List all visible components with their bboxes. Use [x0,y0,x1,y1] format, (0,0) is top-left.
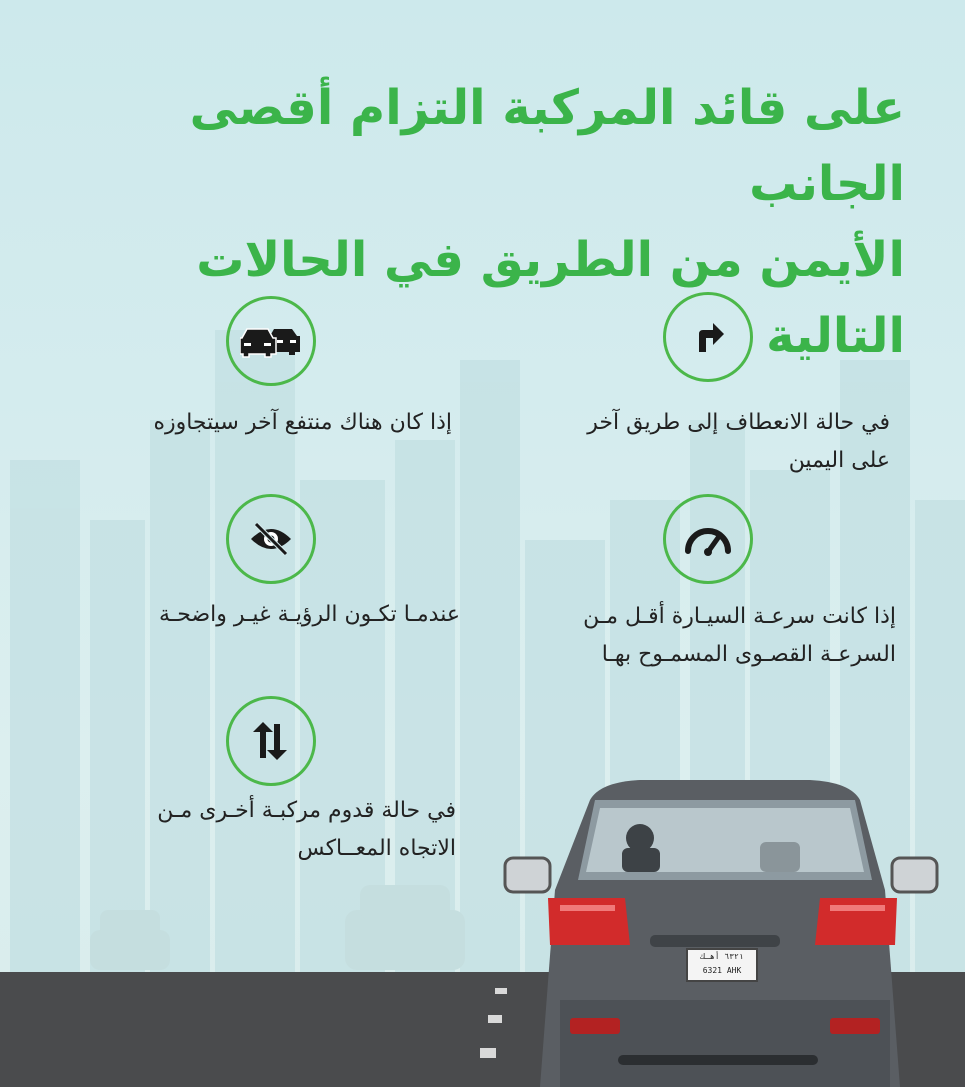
speedometer-icon [663,494,753,584]
overtaking-cars-icon [226,296,316,386]
item-turn-right-line-2: على اليمين [788,448,890,473]
car-rear-view [505,780,937,1087]
item-visibility-caption [60,596,460,634]
item-overtaking-caption [60,404,452,442]
item-oncoming-line-2: الاتجاه المعــاكس [297,836,456,861]
up-down-arrows-icon [226,696,316,786]
item-turn-right-line-1: في حالة الانعطاف إلى طريق آخر [587,410,890,435]
title-line-2: الأيمن من الطريق في الحالات التالية [196,232,905,364]
item-turn-right-caption [510,404,890,480]
plate-arabic: ٦٣٢١ أهـك [700,952,744,961]
item-oncoming-caption [60,792,456,868]
item-overtaking-line-1: إذا كان هناك منتفع آخر سيتجاوزه [153,410,452,435]
item-speed-caption [500,598,896,674]
title-line-1: على قائد المركبة التزام أقصى الجانب [189,80,905,212]
license-plate [686,948,758,982]
item-speed-line-2: السرعـة القصـوى المسمـوح بهـا [601,642,896,667]
item-oncoming-line-1: في حالة قدوم مركبـة أخـرى مـن [157,798,456,823]
item-visibility-line-1: عندمـا تكـون الرؤيـة غيـر واضحـة [159,602,460,627]
turn-right-arrow-icon [663,292,753,382]
plate-latin: 6321 AHK [702,966,742,975]
infographic-title [45,70,905,374]
item-speed-line-1: إذا كانت سرعـة السيـارة أقـل مـن [583,604,896,629]
eye-slash-icon [226,494,316,584]
